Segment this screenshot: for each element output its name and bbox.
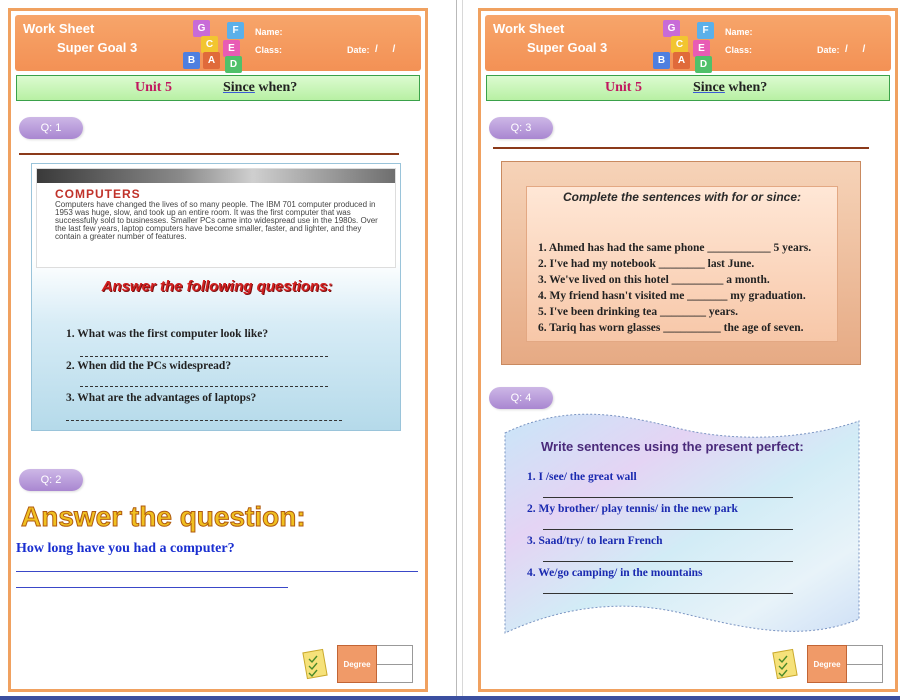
block-e: E: [693, 40, 710, 57]
block-c: C: [671, 36, 688, 53]
q3-sentence-6: 6. Tariq has worn glasses __________ the age of seven.: [538, 322, 804, 334]
block-f: F: [697, 22, 714, 39]
date-label: Date:: [817, 45, 840, 55]
worksheet-label: Work Sheet: [493, 21, 565, 36]
worksheet-page-left: [8, 8, 428, 692]
name-label: Name:: [255, 27, 283, 37]
worksheet-header: [15, 15, 421, 71]
degree-box: [337, 645, 413, 683]
date-field[interactable]: / /: [375, 44, 402, 55]
block-c: C: [201, 36, 218, 53]
checklist-notepad-icon: [771, 647, 801, 681]
q3-sentence-4: 4. My friend hasn't visited me _______ my graduation.: [538, 290, 806, 302]
block-b: B: [183, 52, 200, 69]
q4-heading: Write sentences using the present perfect:: [541, 439, 804, 454]
unit-label: Unit 5: [605, 80, 642, 95]
page-separator: [456, 0, 457, 700]
answer-line-q2-2[interactable]: [16, 587, 288, 588]
q3-sentence-2: 2. I've had my notebook ________ last June.: [538, 258, 755, 270]
bottom-edge-bar: [0, 696, 900, 700]
unit-bar: [486, 75, 890, 101]
q1-reading-box: [31, 163, 401, 431]
q2-heading: Answer the question:: [21, 501, 306, 532]
q4-item-3: 3. Saad/try/ to learn French: [527, 535, 663, 547]
block-a: A: [673, 52, 690, 69]
block-g: G: [663, 20, 680, 37]
unit-title: [693, 80, 767, 96]
unit-label: Unit 5: [135, 80, 172, 95]
q1-question-2: 2. When did the PCs widespread?: [66, 360, 232, 372]
q2-question: How long have you had a computer?: [16, 541, 235, 556]
article-title: COMPUTERS: [55, 187, 141, 201]
answer-line-q4-2[interactable]: [543, 529, 793, 530]
block-e: E: [223, 40, 240, 57]
degree-score-field[interactable]: [377, 645, 413, 683]
answer-line-1[interactable]: [80, 356, 328, 357]
degree-score-field[interactable]: [847, 645, 883, 683]
block-d: D: [225, 56, 242, 73]
q3-sentence-3: 3. We've lived on this hotel _________ a month.: [538, 274, 770, 286]
name-label: Name:: [725, 27, 753, 37]
course-title: Super Goal 3: [527, 40, 608, 55]
degree-label: Degree: [337, 645, 377, 683]
checklist-notepad-icon: [301, 647, 331, 681]
q3-heading: Complete the sentences with for or since:: [562, 190, 802, 204]
q3-sentence-5: 5. I've been drinking tea ________ years.: [538, 306, 738, 318]
worksheet-label: Work Sheet: [23, 21, 95, 36]
answer-line-q4-3[interactable]: [543, 561, 793, 562]
question-pill-q2: Q: 2: [19, 469, 83, 491]
q4-item-4: 4. We/go camping/ in the mountains: [527, 567, 703, 579]
divider-rule: [19, 153, 399, 155]
block-f: F: [227, 22, 244, 39]
alphabet-blocks-icon: [653, 18, 721, 70]
q4-item-1: 1. I /see/ the great wall: [527, 471, 637, 483]
unit-bar: [16, 75, 420, 101]
answer-line-q2-1[interactable]: [16, 571, 418, 572]
unit-title-suffix: when?: [724, 80, 768, 95]
date-label: Date:: [347, 45, 370, 55]
answer-line-3[interactable]: [66, 420, 342, 421]
block-g: G: [193, 20, 210, 37]
article-text: Computers have changed the lives of so many people. The IBM 701 computer produced in 1953 was huge, slow, and took up an entire room. It was the first computer that was successfully sold to businesses. Smaller PCs came into widespread use in the 1980s. Over the last few years, laptop computers have become smaller, faster, and lighter, and they contain a greater number of features.: [55, 200, 378, 241]
divider-rule: [493, 147, 869, 149]
unit-title-suffix: when?: [254, 80, 298, 95]
degree-box: [807, 645, 883, 683]
q3-sentence-1: 1. Ahmed has had the same phone ___________ 5 years.: [538, 242, 812, 254]
course-title: Super Goal 3: [57, 40, 138, 55]
worksheet-page-right: [478, 8, 898, 692]
answer-line-q4-1[interactable]: [543, 497, 793, 498]
class-label: Class:: [255, 45, 283, 55]
answer-line-q4-4[interactable]: [543, 593, 793, 594]
q1-question-1: 1. What was the first computer look like?: [66, 328, 269, 340]
unit-title-prefix: Since: [693, 80, 725, 95]
class-label: Class:: [725, 45, 753, 55]
date-field[interactable]: / /: [845, 44, 872, 55]
question-pill-q3: Q: 3: [489, 117, 553, 139]
alphabet-blocks-icon: [183, 18, 251, 70]
q1-question-3: 3. What are the advantages of laptops?: [66, 392, 257, 404]
computers-article-image: [36, 168, 396, 268]
computer-photo-strip: [37, 169, 396, 183]
block-a: A: [203, 52, 220, 69]
question-pill-q1: Q: 1: [19, 117, 83, 139]
unit-title: [223, 80, 297, 96]
answer-line-2[interactable]: [80, 386, 328, 387]
q1-heading: Answer the following questions:: [101, 278, 333, 295]
q4-item-2: 2. My brother/ play tennis/ in the new park: [527, 503, 738, 515]
unit-title-prefix: Since: [223, 80, 255, 95]
block-b: B: [653, 52, 670, 69]
block-d: D: [695, 56, 712, 73]
q3-exercise-box: [501, 161, 861, 365]
question-pill-q4: Q: 4: [489, 387, 553, 409]
worksheet-header: [485, 15, 891, 71]
page-separator-shadow: [462, 0, 463, 700]
degree-label: Degree: [807, 645, 847, 683]
